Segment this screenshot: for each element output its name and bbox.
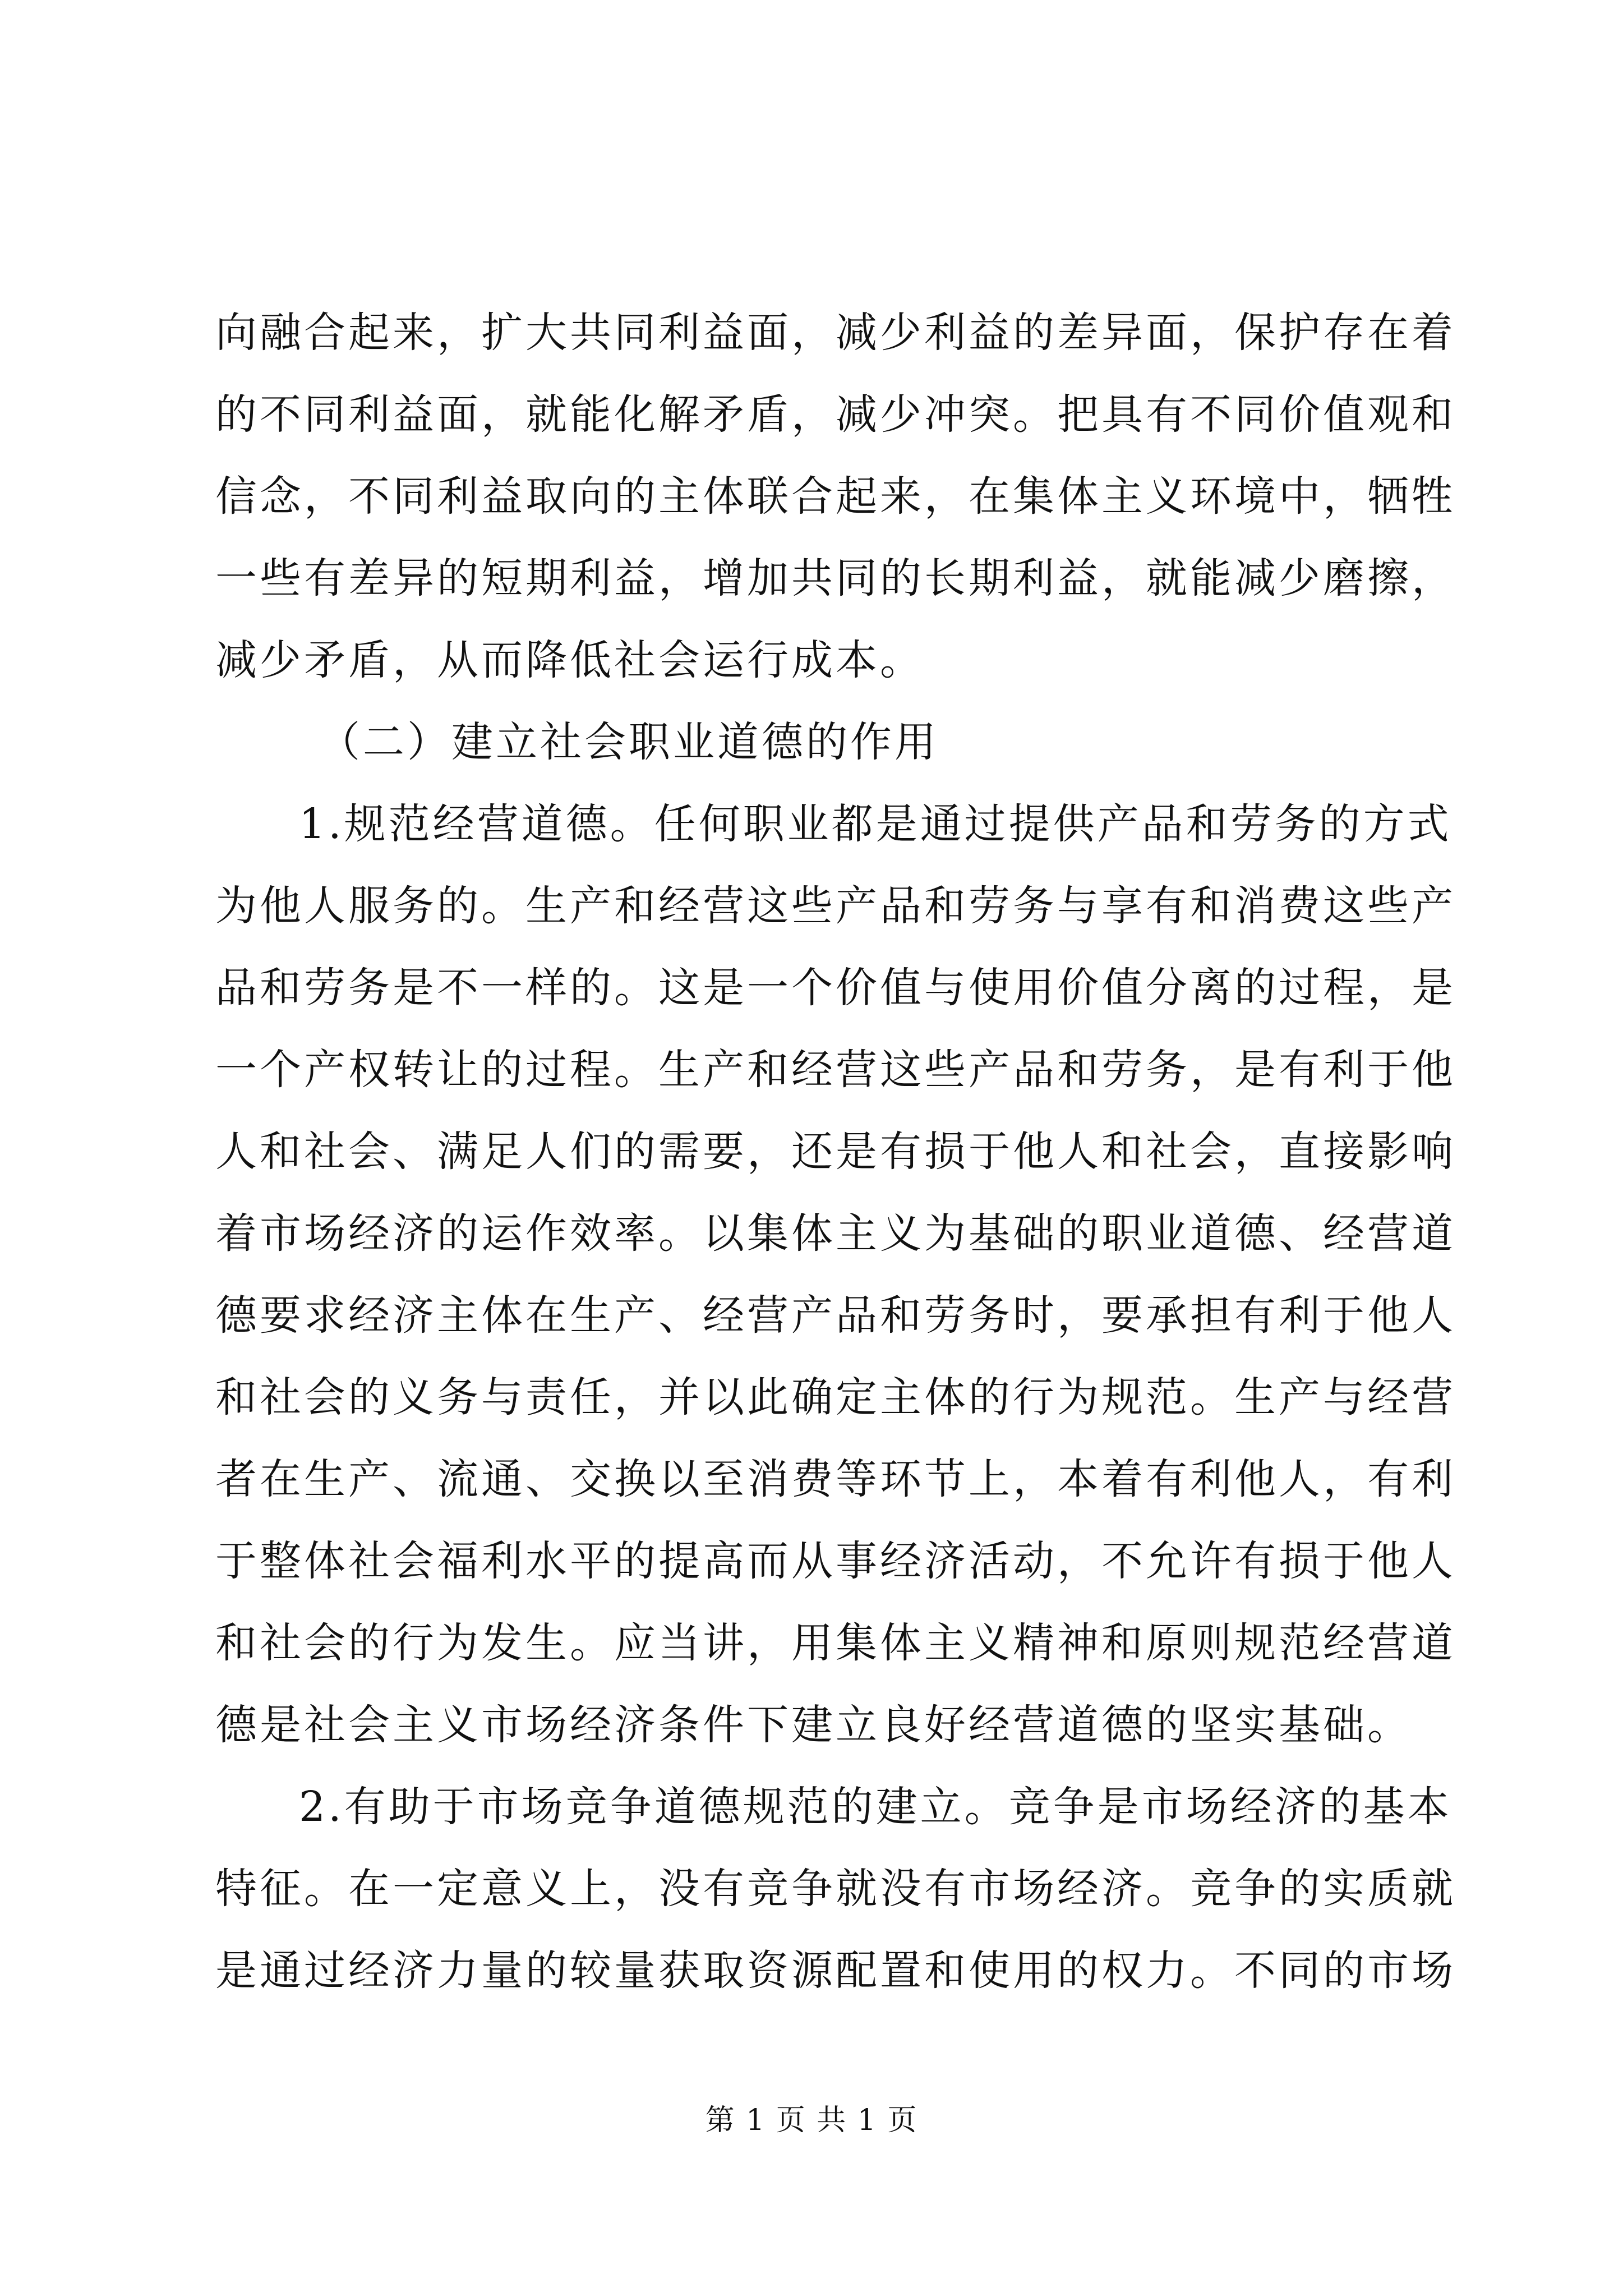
document-body <box>215 292 1456 2012</box>
text-line: 德要求经济主体在生产、经营产品和劳务时，要承担有利于他人 <box>215 1291 1456 1340</box>
section-heading: （二）建立社会职业道德的作用 <box>319 718 939 766</box>
page-footer: 第 1 页 共 1 页 <box>705 2104 918 2137</box>
text-line: 为他人服务的。生产和经营这些产品和劳务与享有和消费这些产 <box>215 882 1456 930</box>
text-line: 着市场经济的运作效率。以集体主义为基础的职业道德、经营道 <box>215 1209 1456 1258</box>
text-line: 减少矛盾，从而降低社会运行成本。 <box>215 636 924 684</box>
text-line: 于整体社会福利水平的提高而从事经济活动，不允许有损于他人 <box>215 1537 1456 1585</box>
paragraph-first-line: 2.有助于市场竞争道德规范的建立。竞争是市场经济的基本 <box>299 1783 1452 1831</box>
text-line: 是通过经济力量的较量获取资源配置和使用的权力。不同的市场 <box>215 1947 1456 1995</box>
text-line: 向融合起来，扩大共同利益面，减少利益的差异面，保护存在着 <box>215 309 1456 357</box>
text-line: 人和社会、满足人们的需要，还是有损于他人和社会，直接影响 <box>215 1128 1456 1176</box>
paragraph-first-line: 1.规范经营道德。任何职业都是通过提供产品和劳务的方式 <box>299 800 1452 848</box>
text-line: 和社会的义务与责任，并以此确定主体的行为规范。生产与经营 <box>215 1373 1456 1421</box>
text-line: 信念，不同利益取向的主体联合起来，在集体主义环境中，牺牲 <box>215 472 1456 521</box>
text-line: 者在生产、流通、交换以至消费等环节上，本着有利他人，有利 <box>215 1455 1456 1503</box>
text-line: 特征。在一定意义上，没有竞争就没有市场经济。竞争的实质就 <box>215 1865 1456 1913</box>
text-line: 一个产权转让的过程。生产和经营这些产品和劳务，是有利于他 <box>215 1046 1456 1094</box>
text-line: 和社会的行为发生。应当讲，用集体主义精神和原则规范经营道 <box>215 1619 1456 1667</box>
text-line: 德是社会主义市场经济条件下建立良好经营道德的坚实基础。 <box>215 1701 1412 1749</box>
text-line: 的不同利益面，就能化解矛盾，减少冲突。把具有不同价值观和 <box>215 390 1456 439</box>
text-line: 品和劳务是不一样的。这是一个价值与使用价值分离的过程，是 <box>215 964 1456 1012</box>
text-line: 一些有差异的短期利益，增加共同的长期利益，就能减少磨擦， <box>215 554 1456 602</box>
